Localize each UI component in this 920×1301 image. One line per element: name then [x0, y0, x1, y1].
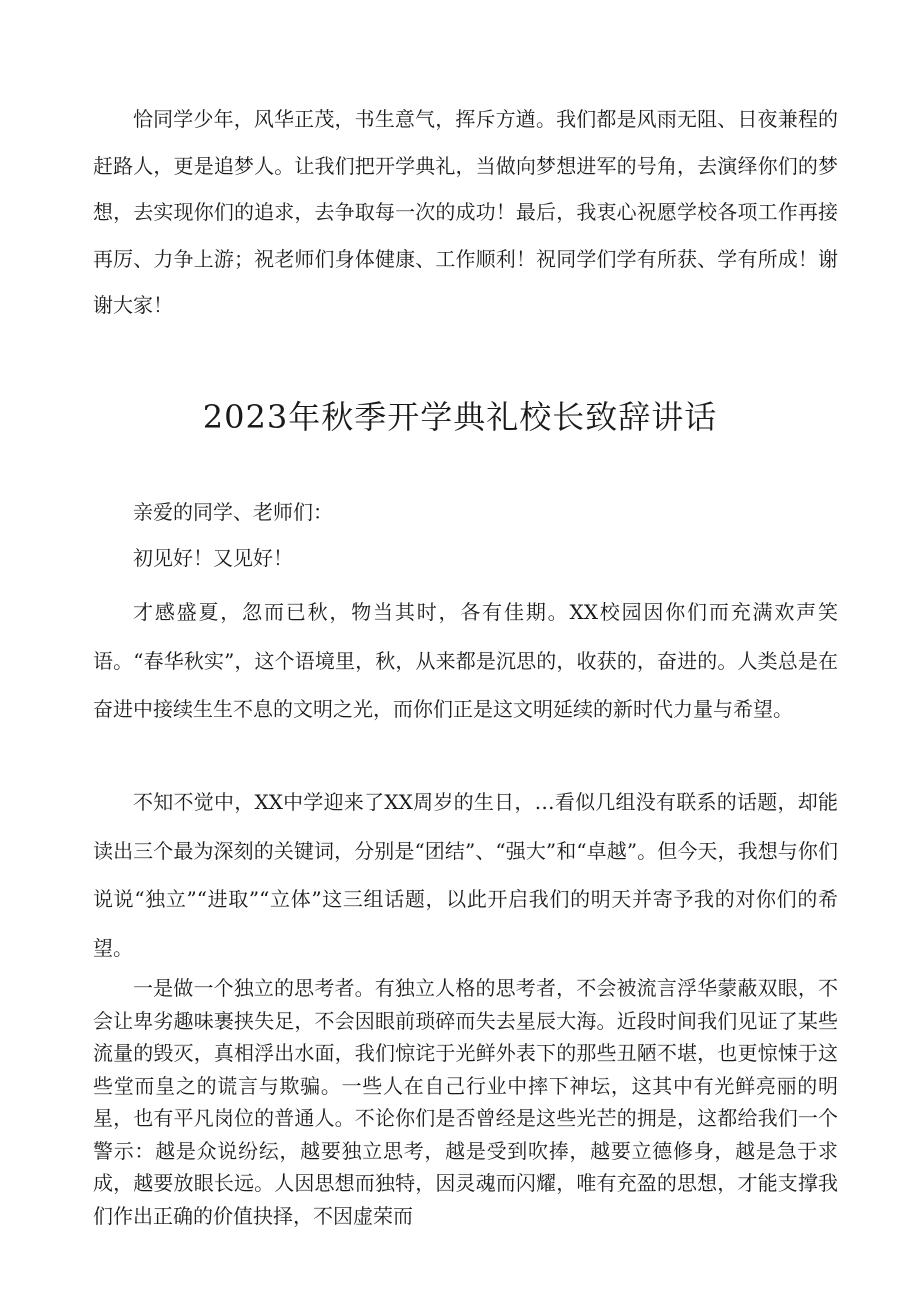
- greeting: 初见好！又见好！: [133, 546, 293, 570]
- salutation: 亲爱的同学、老师们：: [133, 500, 333, 524]
- page-title: 2023年秋季开学典礼校长致辞讲话: [202, 398, 718, 436]
- intro-paragraph: 恰同学少年，风华正茂，书生意气，挥斥方遒。我们都是风雨无阻、日夜兼程的赶路人，更是追梦人。让我们把开学典礼，当做向梦想进军的号角，去演绎你们的梦想，去实现你们的追求，去争取每一次的成功！最后，我衷心祝愿学校各项工作再接再厉、力争上游；祝老师们身体健康、工作顺利！祝同学们学有所获、学有所成！谢谢大家！: [93, 107, 838, 317]
- paragraph-independent-thinker: 一是做一个独立的思考者。有独立人格的思考者，不会被流言浮华蒙蔽双眼，不会让卑劣趣味裹挟失足，不会因眼前琐碎而失去星辰大海。近段时间我们见证了某些流量的毁灭，真相浮出水面，我们惊诧于光鲜外表下的那些丑陋不堪，也更惊悚于这些堂而皇之的谎言与欺骗。一些人在自己行业中摔下神坛，这其中有光鲜亮丽的明星，也有平凡岗位的普通人。不论你们是否曾经是这些光芒的拥是，这都给我们一个警示：越是众说纷纭，越要独立思考，越是受到吹捧，越要立德修身，越是急于求成，越要放眼长远。人因思想而独特，因灵魂而闪耀，唯有充盈的思想，才能支撑我们作出正确的价值抉择，不因虚荣而: [93, 976, 838, 1228]
- paragraph-autumn: 才感盛夏，忽而已秋，物当其时，各有佳期。XX校园因你们而充满欢声笑语。“春华秋实”，这个语境里，秋，从来都是沉思的，收获的，奋进的。人类总是在奋进中接续生生不息的文明之光，而你们正是这文明延续的新时代力量与希望。: [93, 600, 838, 721]
- paragraph-keywords: 不知不觉中，XX中学迎来了XX周岁的生日，…看似几组没有联系的话题，却能读出三个最为深刻的关键词，分别是“团结”、“强大”和“卓越”。但今天，我想与你们说说“独立”“进取”“立体”这三组话题，以此开启我们的明天并寄予我的对你们的希望。: [93, 790, 838, 960]
